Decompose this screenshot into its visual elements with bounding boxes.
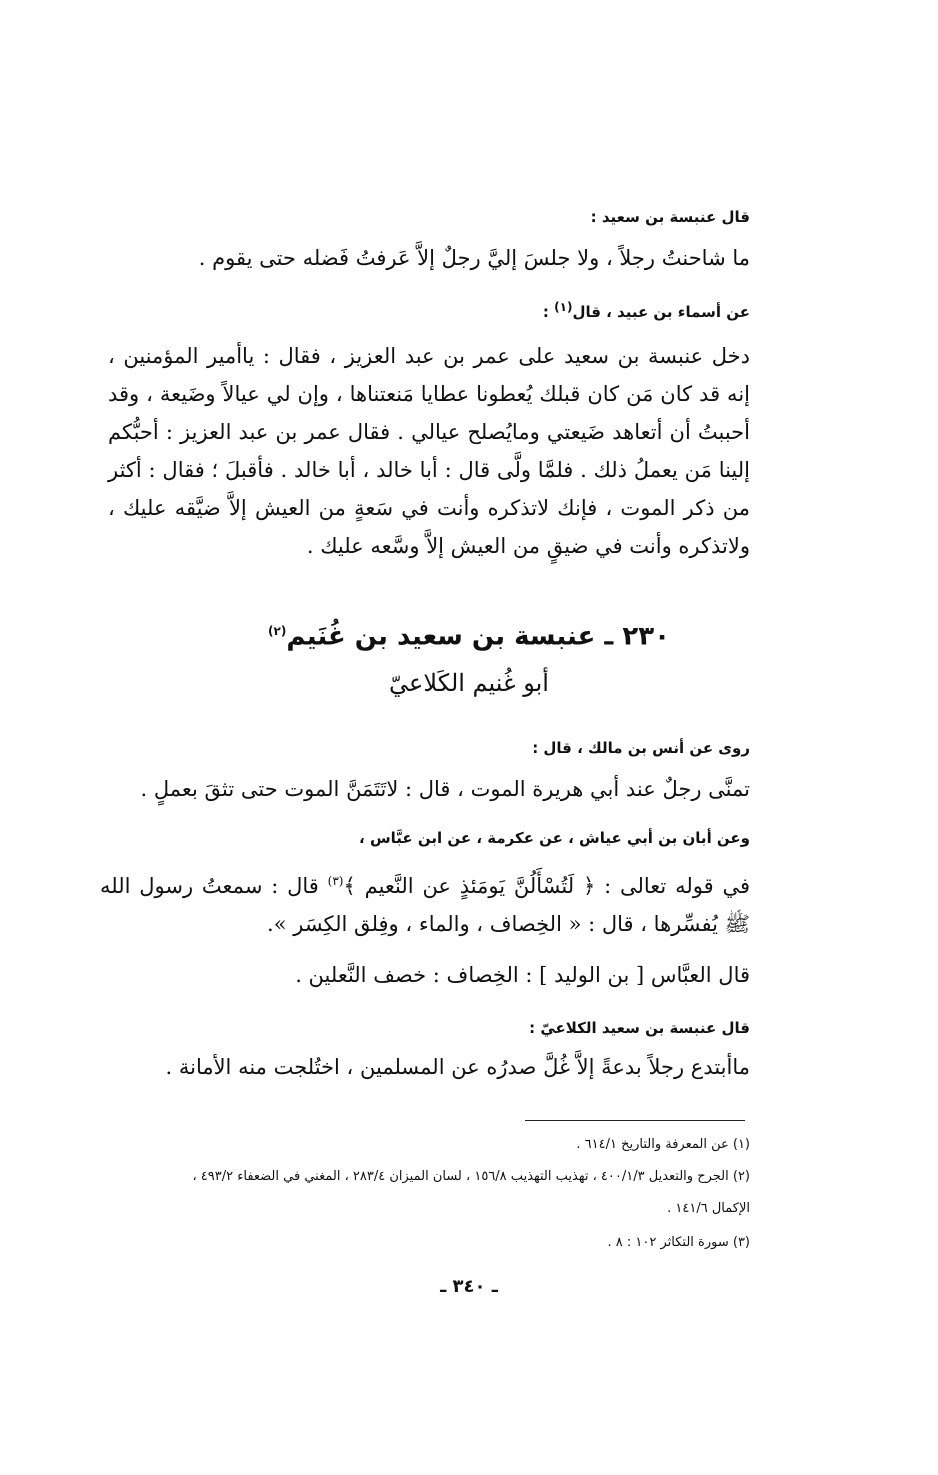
entry-subtitle: أبو غُنيم الكَلاعيّ <box>389 669 549 697</box>
section-heading: وعن أبان بن أبي عياش ، عن عكرمة ، عن ابن عبَّاس ، <box>359 829 750 847</box>
section-heading: عن أسماء بن عبيد ، قال$^{(١)}$ : <box>542 300 750 321</box>
footnote-ref: (١) <box>554 300 573 314</box>
section-heading: قال عنبسة بن سعيد : <box>590 208 750 226</box>
entry-title: ٢٣٠ ـ عنبسة بن سعيد بن غُنَيم$^{(٢)}$ <box>268 621 670 652</box>
paragraph: ما شاحنتُ رجلاً ، ولا جلسَ إليَّ رجلٌ إلاَّ عَرفتُ فَضله حتى يقوم . <box>198 246 750 270</box>
footnote: (٢) الجرح والتعديل ٤٠٠/١/٣ ، تهذيب التهذيب ١٥٦/٨ ، لسان الميزان ٢٨٣/٤ ، المغني في الضعفاء ٤٩٣/٢ ، <box>192 1169 750 1184</box>
footnote: (١) عن المعرفة والتاريخ ٦١٤/١ . <box>576 1137 750 1152</box>
footnote: (٣) سورة التكاثر ١٠٢ : ٨ . <box>607 1235 750 1250</box>
paragraph: في قوله تعالى : ﴿ لَتُسْأَلُنَّ يَومَئذٍ عن النَّعيم ﴾$^{(٣)}$ قال : سمعتُ رسول الله ﷺ يُفسِّرها ، قال : « الخِصاف ، والماء ، وفِلق الكِسَر ». <box>100 874 750 936</box>
section-heading: روى عن أنس بن مالك ، قال : <box>532 739 750 757</box>
paragraph: دخل عنبسة بن سعيد على عمر بن عبد العزيز ، فقال : ياأمير المؤمنين ، إنه قد كان مَن كان قبلك يُعطونا عطايا مَنعتناها ، وإن لي عيالاً وضَيعة ، وقد أحببتُ أن أتعاهد ضَيعتي ومايُصلح عيالي . فقال عمر بن عبد العزيز : أحبُّكم إلينا مَن يعملُ ذلك . فلمَّا ولَّى قال : أبا خالد ، أبا خالد . فأقبلَ ؛ فقال : أكثر من ذكر الموت ، فإنك لاتذكره وأنت في سَعةٍ من العيش إلاَّ ضيَّقه عليك ، ولاتذكره وأنت في ضيقٍ من العيش إلاَّ وسَّعه عليك . <box>108 344 750 558</box>
paragraph: ماأبتدع رجلاً بدعةً إلاَّ غُلَّ صدرُه عن المسلمين ، اختُلجت منه الأمانة . <box>165 1055 750 1079</box>
footnote-divider <box>525 1120 745 1121</box>
footnote-ref: (٢) <box>268 624 287 638</box>
paragraph: تمنَّى رجلٌ عند أبي هريرة الموت ، قال : لاتَتَمَنَّ الموت حتى تثقَ بعملٍ . <box>140 777 750 801</box>
footnote: الإكمال ١٤١/٦ . <box>667 1201 750 1216</box>
page-number: ـ ٣٤٠ ـ <box>440 1276 498 1297</box>
paragraph: قال العبَّاس [ بن الوليد ] : الخِصاف : خصف النَّعلين . <box>295 963 750 987</box>
footnote-ref: (٣) <box>327 874 344 888</box>
section-heading: قال عنبسة بن سعيد الكلاعيّ : <box>529 1019 750 1037</box>
